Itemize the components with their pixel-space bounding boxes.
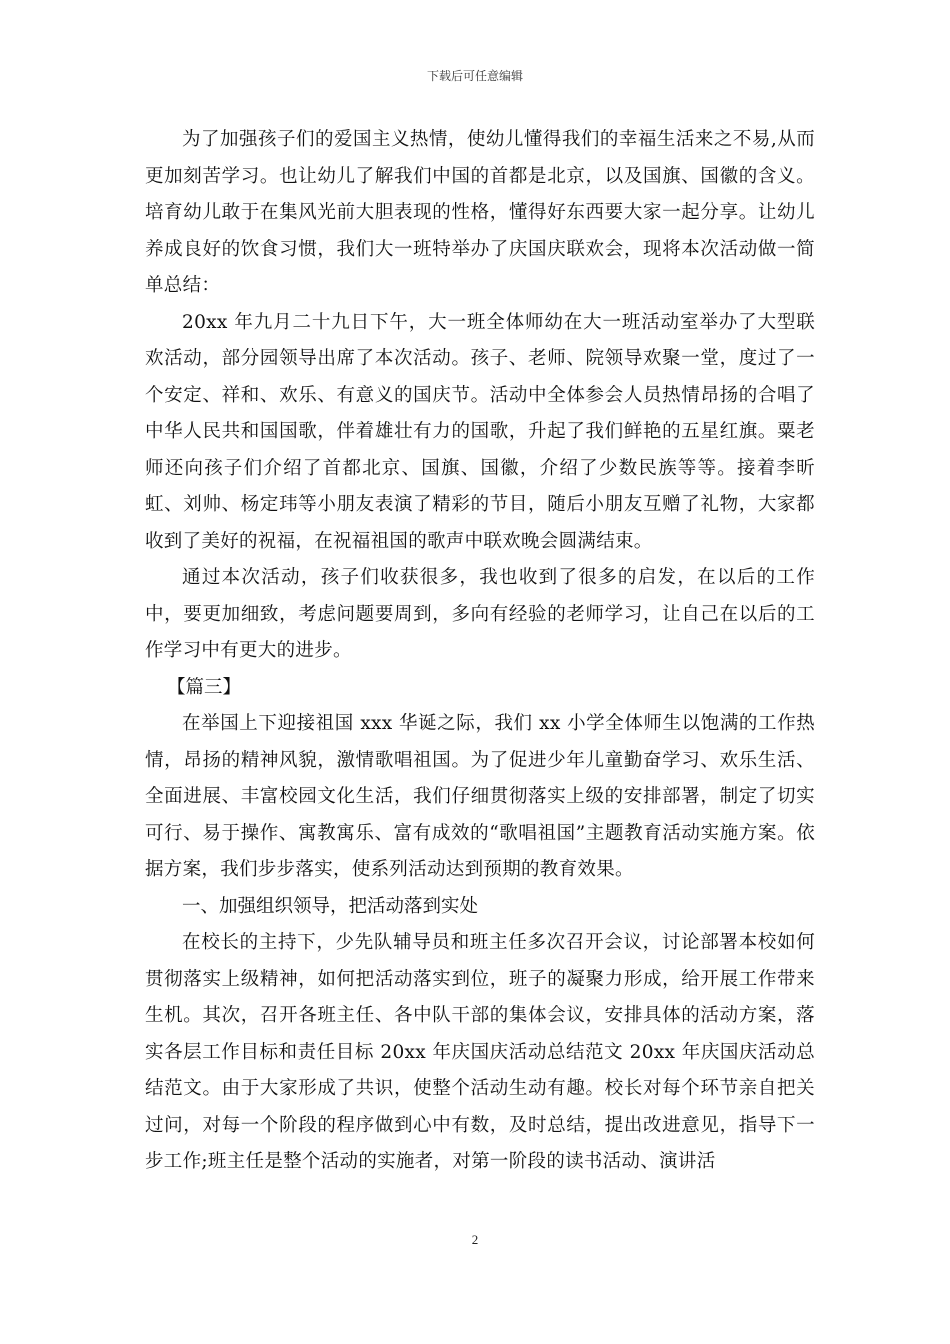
paragraph-event: 20xx 年九月二十九日下午，大一班全体师幼在大一班活动室举办了大型联欢活动，部分园领导出席了本次活动。孩子、老师、院领导欢聚一堂，度过了一个安定、祥和、欢乐、有意义的国庆节。活动中全体参会人员热情昂扬的合唱了中华人民共和国国歌，伴着雄壮有力的国歌，升起了我们鲜艳的五星红旗。粟老师还向孩子们介绍了首都北京、国旗、国徽，介绍了少数民族等等。接着李昕虹、刘帅、杨定玮等小朋友表演了精彩的节目，随后小朋友互赠了礼物，大家都收到了美好的祝福，在祝福祖国的歌声中联欢晚会圆满结束。 <box>145 311 815 552</box>
paragraph-organization: 在校长的主持下，少先队辅导员和班主任多次召开会议，讨论部署本校如何贯彻落实上级精神，如何把活动落实到位，班子的凝聚力形成，给开展工作带来生机。其次，召开各班主任、各中队干部的集体会议，安排具体的活动方案，落实各层工作目标和责任目标 20xx 年庆国庆活动总结范文 20xx 年庆国庆活动总结范文。由于大家形成了共识，使整个活动生动有趣。校长对每个环节亲自把关过问，对每一个阶段的程序做到心中有数，及时总结，提出改进意见，指导下一步工作;班主任是整个活动的实施者，对第一阶段的读书活动、演讲活 <box>145 932 815 1172</box>
page-header-note: 下载后可任意编辑 <box>426 69 523 83</box>
subheading-organization: 一、加强组织领导，把活动落到实处 <box>182 895 479 917</box>
paragraph-intro: 为了加强孩子们的爱国主义热情，使幼儿懂得我们的幸福生活来之不易,从而更加刻苦学习。也让幼儿了解我们中国的首都是北京，以及国旗、国徽的含义。培育幼儿敢于在集风光前大胆表现的性格，懂得好东西要大家一起分享。让幼儿养成良好的饮食习惯，我们大一班特举办了庆国庆联欢会，现将本次活动做一简单总结： <box>145 129 815 296</box>
section-heading: 【篇三】 <box>167 676 242 698</box>
paragraph-section-intro: 在举国上下迎接祖国 xxx 华诞之际，我们 xx 小学全体师生以饱满的工作热情，昂扬的精神风貌，激情歌唱祖国。为了促进少年儿童勤奋学习、欢乐生活、全面进展、丰富校园文化生活，我们仔细贯彻落实上级的安排部署，制定了切实可行、易于操作、寓教寓乐、富有成效的“歌唱祖国”主题教育活动实施方案。依据方案，我们步步落实，使系列活动达到预期的教育效果。 <box>145 713 815 880</box>
paragraph-reflection: 通过本次活动，孩子们收获很多，我也收到了很多的启发，在以后的工作中，要更加细致，考虑问题要周到，多向有经验的老师学习，让自己在以后的工作学习中有更大的进步。 <box>145 567 815 661</box>
document-body <box>145 122 815 1181</box>
page-number: 2 <box>471 1232 479 1247</box>
